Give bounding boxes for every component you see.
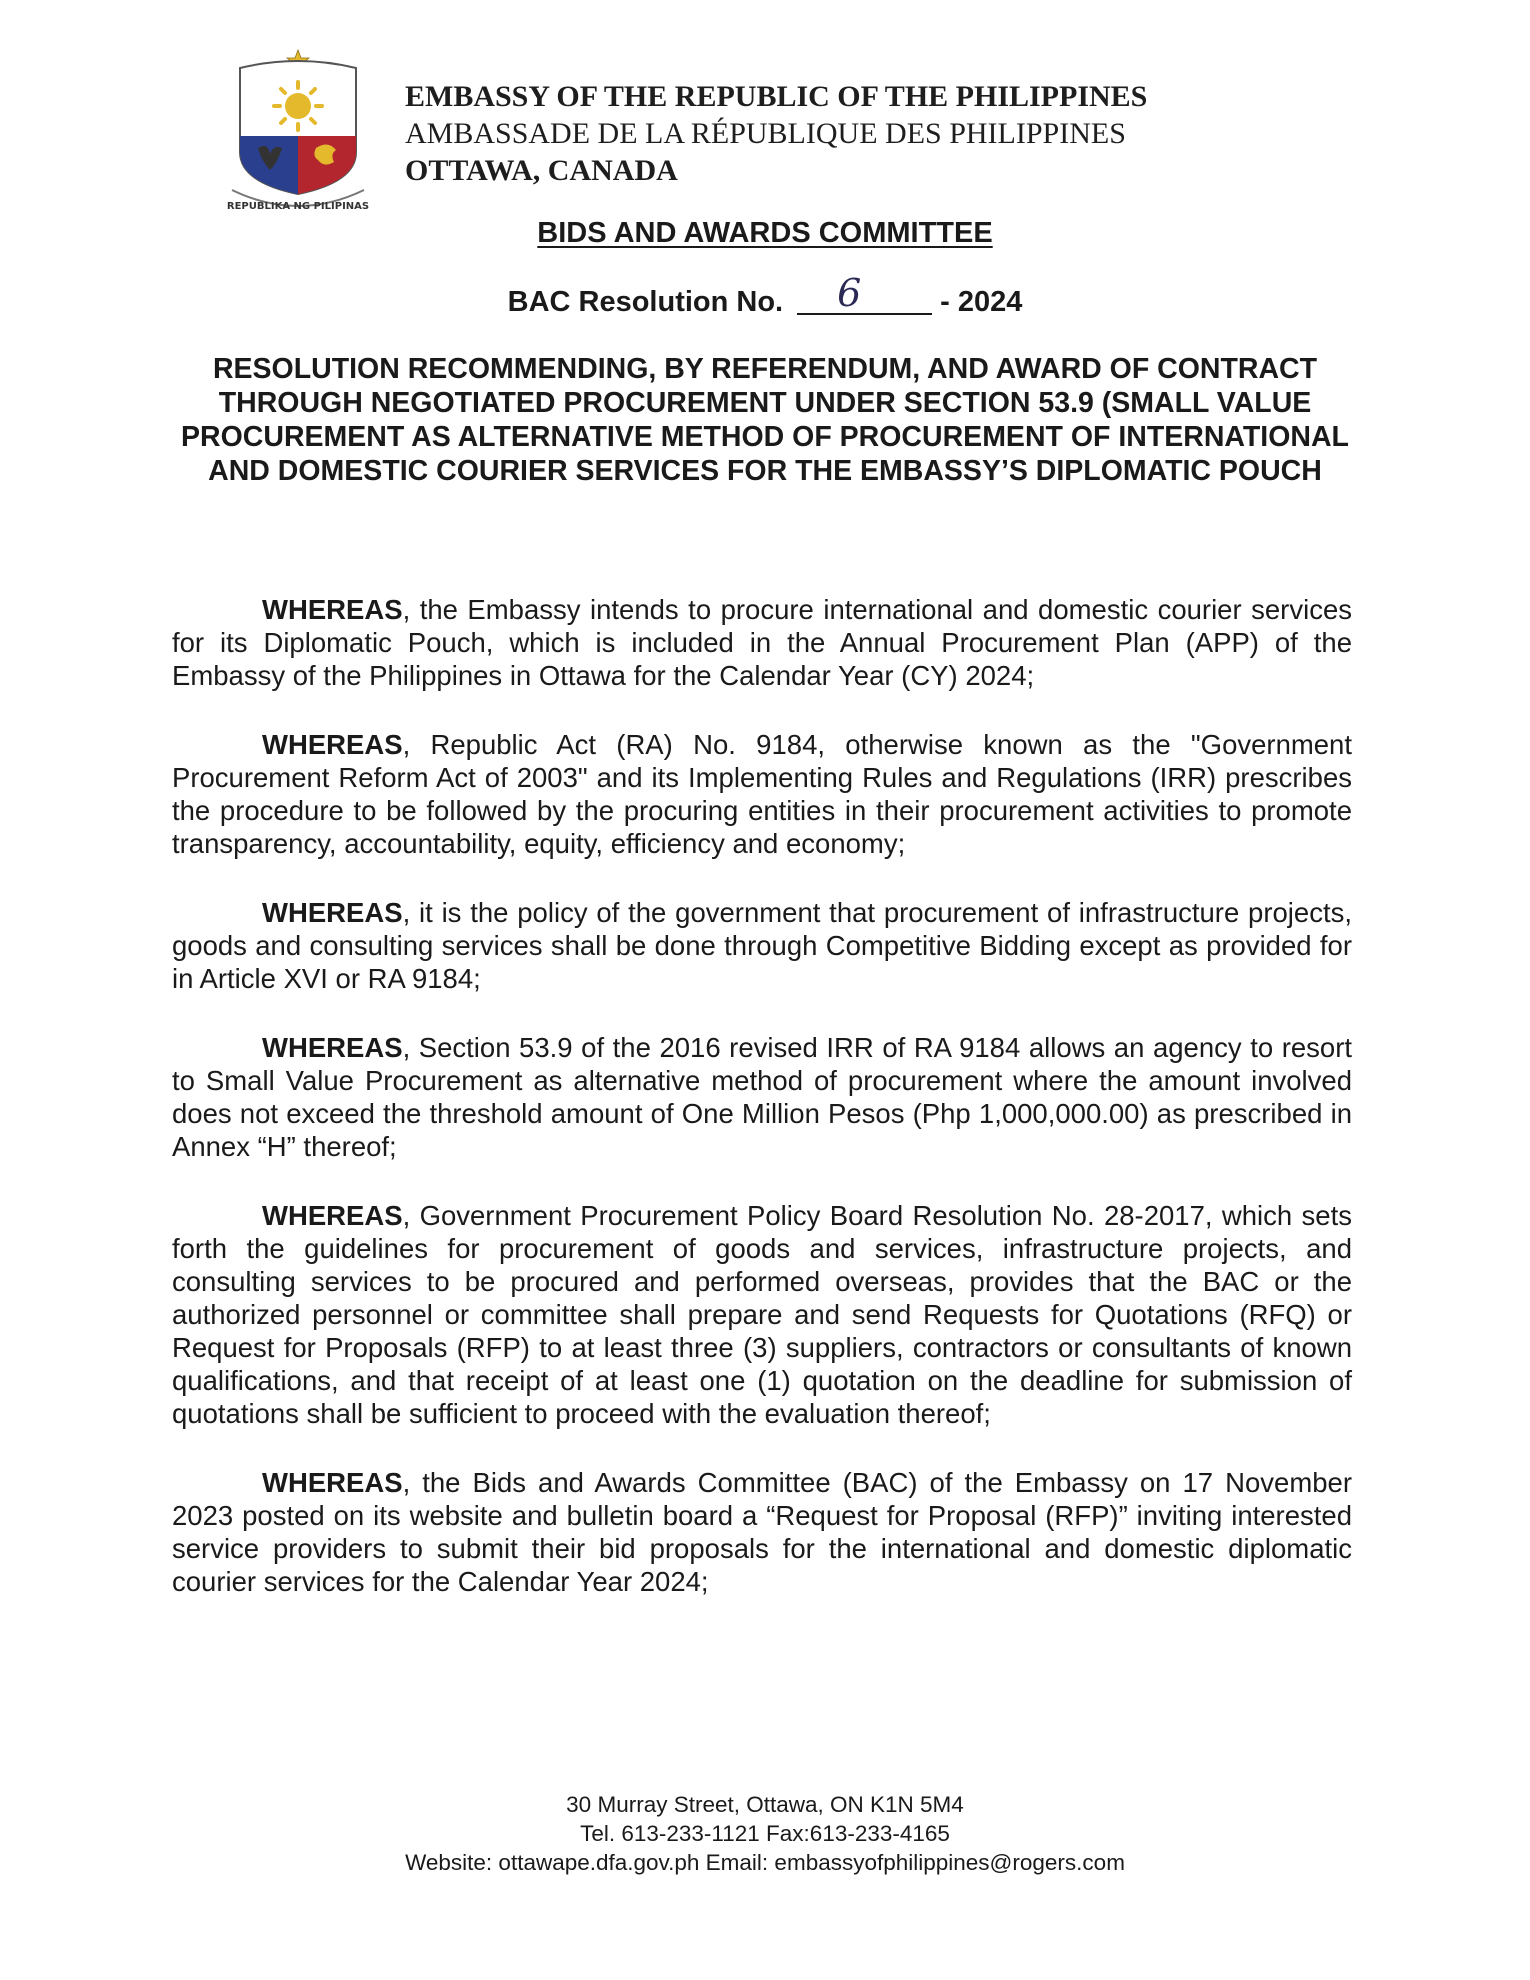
embassy-title-en: EMBASSY OF THE REPUBLIC OF THE PHILIPPINES [405, 80, 1148, 113]
philippine-seal-logo [218, 44, 378, 214]
clause-keyword: WHEREAS [262, 594, 403, 625]
clause-text: , the Bids and Awards Committee (BAC) of the Embassy on 17 November 2023 posted on its website and bulletin board a “Request for Proposal (RFP)” inviting interested service providers to submit their bid proposals for the international and domestic diplomatic courier services for the Calendar Year 2024; [172, 1467, 1352, 1597]
clause-keyword: WHEREAS [262, 1200, 403, 1231]
whereas-clause [172, 896, 1352, 995]
whereas-clause [172, 728, 1352, 860]
embassy-letterhead [405, 78, 1147, 189]
whereas-clause [172, 1466, 1352, 1598]
clause-keyword: WHEREAS [262, 729, 403, 760]
clause-text: , Government Procurement Policy Board Resolution No. 28-2017, which sets forth the guidelines for procurement of goods and services, infrastructure projects, and consulting services to be procured and performed overseas, provides that the BAC or the authorized personnel or committee shall prepare and send Requests for Quotations (RFQ) or Request for Proposals (RFP) to at least three (3) suppliers, contractors or consultants of known qualifications, and that receipt of at least one (1) quotation on the deadline for submission of quotations shall be sufficient to proceed with the evaluation thereof; [172, 1200, 1352, 1429]
resolution-year: - 2024 [940, 286, 1023, 318]
clause-keyword: WHEREAS [262, 1467, 403, 1498]
clause-keyword: WHEREAS [262, 1032, 403, 1063]
embassy-title-fr: AMBASSADE DE LA RÉPUBLIQUE DES PHILIPPINES [405, 117, 1126, 150]
footer-phone-fax: Tel. 613-233-1121 Fax:613-233-4165 [580, 1821, 950, 1846]
resolution-number-line [0, 271, 1530, 319]
committee-name: BIDS AND AWARDS COMMITTEE [537, 217, 993, 249]
embassy-location: OTTAWA, CANADA [405, 154, 678, 187]
resolution-title: RESOLUTION RECOMMENDING, BY REFERENDUM, AND AWARD OF CONTRACT THROUGH NEGOTIATED PROCUREMENT UNDER SECTION 53.9 (SMALL VALUE PROCUREMENT AS ALTERNATIVE METHOD OF PROCUREMENT OF INTERNATIONAL AND DOMESTIC COURIER SERVICES FOR THE EMBASSY’S DIPLOMATIC POUCH [181, 353, 1349, 487]
clause-text: , Section 53.9 of the 2016 revised IRR of RA 9184 allows an agency to resort to Small Value Procurement as alternative method of procurement where the amount involved does not exceed the threshold amount of One Million Pesos (Php 1,000,000.00) as prescribed in Annex “H” thereof; [172, 1032, 1352, 1162]
seal-caption: REPUBLIKA NG PILIPINAS [226, 201, 370, 212]
clause-text: , the Embassy intends to procure international and domestic courier services for its Diplomatic Pouch, which is included in the Annual Procurement Plan (APP) of the Embassy of the Philippines in Ottawa for the Calendar Year (CY) 2024; [172, 594, 1352, 691]
clause-text: , it is the policy of the government that procurement of infrastructure projects, goods and consulting services shall be done through Competitive Bidding except as provided for in Article XVI or RA 9184; [172, 897, 1352, 994]
whereas-clause [172, 593, 1352, 692]
clause-keyword: WHEREAS [262, 897, 403, 928]
footer-address: 30 Murray Street, Ottawa, ON K1N 5M4 [566, 1792, 964, 1817]
resolution-label: BAC Resolution No. [507, 286, 784, 318]
embassy-footer [0, 1790, 1530, 1877]
resolution-number-handwritten: 6 [837, 271, 862, 315]
resolution-body [172, 593, 1352, 1634]
committee-heading [0, 217, 1530, 250]
whereas-clause [172, 1031, 1352, 1163]
resolution-number-blank [797, 271, 932, 315]
clause-text: , Republic Act (RA) No. 9184, otherwise known as the "Government Procurement Reform Act of 2003" and its Implementing Rules and Regulations (IRR) prescribes the procedure to be followed by the procuring entities in their procurement activities to promote transparency, accountability, equity, efficiency and economy; [172, 729, 1352, 859]
footer-web-email: Website: ottawape.dfa.gov.ph Email: embassyofphilippines@rogers.com [405, 1850, 1125, 1875]
whereas-clause [172, 1199, 1352, 1430]
